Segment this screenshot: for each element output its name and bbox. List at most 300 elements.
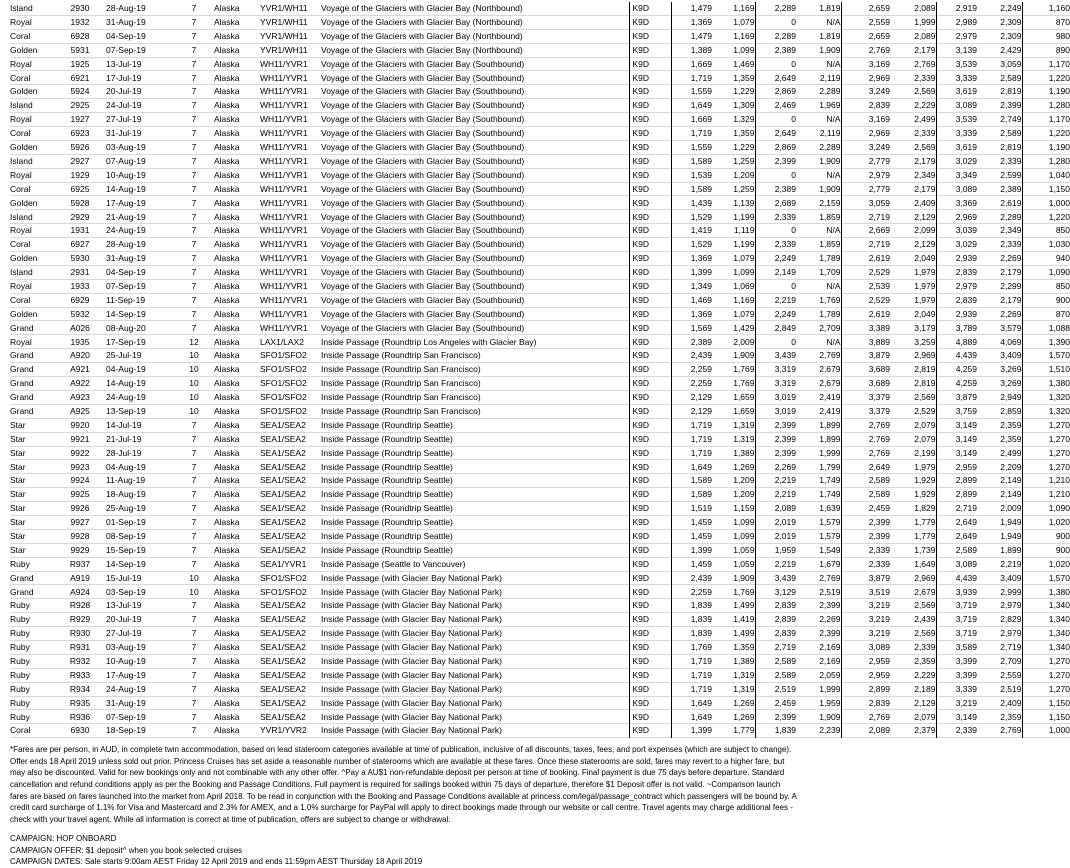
cell-fare-6: 2,179: [914, 183, 936, 194]
cell-ship: Star: [10, 503, 26, 514]
cell-fare-3: 2,399: [755, 418, 796, 432]
cell-itinerary: Inside Passage (Roundtrip San Francisco): [321, 350, 481, 361]
cell-fare-5: 2,769: [841, 43, 890, 57]
cell-fare-6: 1,929: [914, 489, 936, 500]
cell-ports: SEA1/SEA2: [260, 628, 306, 639]
cell-ship: Grand: [10, 572, 34, 583]
cell-fare-7: 3,339: [936, 682, 977, 696]
cell-ship: Coral: [10, 294, 31, 305]
cell-category: K9D: [629, 293, 671, 307]
cell-fare-3: 2,519: [755, 682, 796, 696]
cell-fare-7: 2,839: [936, 265, 977, 279]
cell-ship: Island: [10, 267, 33, 278]
cell-fare-5: 3,219: [841, 599, 890, 613]
cell-itinerary: Voyage of the Glaciers with Glacier Bay (Southbound): [321, 114, 525, 125]
cell-region: Alaska: [214, 114, 240, 125]
cell-fare-7: 2,939: [936, 252, 977, 266]
cell-fare-3: 2,589: [755, 654, 796, 668]
cell-fare-4: 1,899: [819, 433, 841, 444]
cell-fare-5: 3,379: [841, 390, 890, 404]
cell-fare-1: 1,369: [671, 307, 712, 321]
cell-ports: SFO1/SFO2: [260, 405, 307, 416]
cell-region: Alaska: [214, 461, 240, 472]
cell-ship: Royal: [10, 336, 32, 347]
cell-departure-date: 28-Jul-19: [106, 447, 142, 458]
cell-fare-5: 2,619: [841, 252, 890, 266]
cell-ports: SEA1/SEA2: [260, 461, 306, 472]
cell-fare-1: 1,459: [671, 557, 712, 571]
cell-fare-7: 4,439: [936, 349, 977, 363]
cell-category: K9D: [629, 279, 671, 293]
cell-fare-3: 2,219: [755, 488, 796, 502]
cell-itinerary: Inside Passage (with Glacier Bay National Park): [321, 669, 502, 680]
cell-nights: 10: [189, 392, 199, 403]
cell-saving: 1,270: [1022, 654, 1070, 668]
cell-region: Alaska: [214, 211, 240, 222]
cell-fare-5: 2,649: [841, 460, 890, 474]
cell-departure-date: 17-Jul-19: [106, 72, 142, 83]
cell-ports: WH11/YVR1: [260, 86, 308, 97]
cell-saving: 1,150: [1022, 710, 1070, 724]
table-row: [10, 682, 1070, 696]
cell-category: K9D: [629, 196, 671, 210]
cell-region: Alaska: [214, 544, 240, 555]
cell-fare-3: 0: [755, 335, 796, 349]
cell-fare-1: 1,719: [671, 654, 712, 668]
cell-itinerary: Inside Passage (Roundtrip Seattle): [321, 433, 453, 444]
cell-departure-date: 31-Jul-19: [106, 128, 142, 139]
cell-ports: WH11/YVR1: [260, 280, 308, 291]
cell-ports: SEA1/SEA2: [260, 530, 306, 541]
cell-voyage-code: 9923: [70, 461, 90, 472]
cell-fare-7: 3,399: [936, 654, 977, 668]
cell-fare-4: 1,639: [819, 503, 841, 514]
cell-departure-date: 20-Jul-19: [106, 86, 142, 97]
cell-itinerary: Inside Passage (with Glacier Bay National Park): [321, 656, 502, 666]
cell-fare-4: 1,709: [819, 267, 841, 278]
cell-fare-3: 2,089: [755, 502, 796, 516]
cell-fare-6: 1,979: [914, 461, 936, 472]
cell-fare-8: 2,589: [1000, 72, 1022, 83]
cell-ship: Star: [10, 419, 26, 430]
cell-fare-1: 1,839: [671, 599, 712, 613]
table-row: [10, 252, 1070, 266]
cell-region: Alaska: [214, 364, 240, 375]
cell-ship: Star: [10, 461, 26, 472]
cell-fare-5: 2,979: [841, 168, 890, 182]
cell-saving: 1,000: [1022, 724, 1070, 738]
cell-fare-7: 2,719: [936, 502, 977, 516]
cell-ports: SEA1/SEA2: [260, 711, 306, 722]
cell-fare-3: 3,319: [755, 377, 796, 391]
cell-departure-date: 24-Jul-19: [106, 100, 142, 111]
cell-region: Alaska: [214, 44, 240, 55]
cell-fare-1: 1,349: [671, 279, 712, 293]
cell-nights: 7: [191, 44, 197, 55]
cell-fare-2: 1,319: [733, 683, 755, 694]
cell-departure-date: 14-Jul-19: [106, 419, 142, 430]
cell-fare-2: 1,079: [733, 253, 755, 264]
cell-fare-7: 3,719: [936, 627, 977, 641]
cell-itinerary: Voyage of the Glaciers with Glacier Bay (Southbound): [321, 142, 525, 153]
cell-ship: Coral: [10, 725, 31, 736]
cell-fare-7: 2,979: [936, 279, 977, 293]
cell-category: K9D: [629, 307, 671, 321]
table-row: [10, 613, 1070, 627]
cell-fare-3: 2,469: [755, 99, 796, 113]
cell-fare-3: 3,019: [755, 404, 796, 418]
cell-fare-3: 0: [755, 57, 796, 71]
cell-fare-5: 2,969: [841, 127, 890, 141]
cell-saving: 1,170: [1022, 57, 1070, 71]
cell-departure-date: 21-Aug-19: [106, 211, 146, 222]
cell-category: K9D: [629, 474, 671, 488]
cell-fare-4: 1,969: [819, 100, 841, 111]
table-row: [10, 696, 1070, 710]
cell-ports: SEA1/SEA2: [260, 517, 306, 528]
cell-region: Alaska: [214, 503, 240, 514]
cell-saving: 1,320: [1022, 404, 1070, 418]
cell-fare-8: 2,429: [1000, 44, 1022, 55]
cell-category: K9D: [629, 668, 671, 682]
cell-fare-3: 2,019: [755, 515, 796, 529]
cell-ports: WH11/YVR1: [260, 100, 308, 111]
cell-region: Alaska: [214, 419, 240, 430]
cell-fare-6: 1,779: [914, 530, 936, 541]
cell-ship: Royal: [10, 114, 32, 125]
cell-departure-date: 25-Jul-19: [106, 350, 142, 361]
cell-itinerary: Voyage of the Glaciers with Glacier Bay (Southbound): [321, 322, 525, 333]
cell-fare-4: 1,579: [819, 530, 841, 541]
cell-voyage-code: 9929: [70, 544, 90, 555]
cell-departure-date: 04-Aug-19: [106, 364, 146, 375]
cell-fare-3: 2,219: [755, 474, 796, 488]
cell-fare-1: 1,649: [671, 460, 712, 474]
cell-category: K9D: [629, 585, 671, 599]
cell-fare-6: 1,649: [914, 558, 936, 569]
cell-fare-7: 3,759: [936, 404, 977, 418]
cell-itinerary: Voyage of the Glaciers with Glacier Bay (Northbound): [321, 3, 523, 14]
cell-category: K9D: [629, 529, 671, 543]
table-row: [10, 390, 1070, 404]
cell-fare-1: 2,129: [671, 404, 712, 418]
cell-fare-4: 2,419: [819, 392, 841, 403]
cell-voyage-code: R937: [69, 558, 91, 569]
cell-fare-1: 1,479: [671, 2, 712, 15]
cell-category: K9D: [629, 265, 671, 279]
cell-fare-5: 3,879: [841, 349, 890, 363]
cell-fare-6: 2,819: [914, 378, 936, 389]
cell-fare-1: 1,589: [671, 488, 712, 502]
cell-region: Alaska: [214, 225, 240, 236]
cell-fare-8: 2,719: [1000, 642, 1022, 653]
cell-ports: SFO1/SFO2: [260, 378, 307, 389]
cell-fare-8: 2,519: [1000, 683, 1022, 694]
cell-fare-8: 2,819: [1000, 86, 1022, 97]
cell-fare-3: 2,399: [755, 432, 796, 446]
cell-voyage-code: 9926: [70, 503, 90, 514]
cell-nights: 7: [191, 239, 197, 250]
cell-fare-1: 1,719: [671, 682, 712, 696]
cell-fare-5: 2,399: [841, 529, 890, 543]
cell-nights: 7: [191, 183, 197, 194]
cell-fare-3: 2,649: [755, 71, 796, 85]
cell-fare-1: 1,589: [671, 474, 712, 488]
cell-region: Alaska: [214, 30, 240, 41]
table-row: [10, 182, 1070, 196]
cell-fare-6: 2,499: [914, 114, 936, 125]
cell-fare-3: 2,849: [755, 321, 796, 335]
cell-fare-3: 2,689: [755, 196, 796, 210]
cell-ports: SEA1/SEA2: [260, 447, 306, 458]
cell-nights: 7: [191, 697, 197, 708]
cell-category: K9D: [629, 99, 671, 113]
cell-fare-2: 1,119: [733, 225, 755, 236]
cell-voyage-code: A919: [70, 572, 90, 583]
cell-ship: Grand: [10, 322, 34, 333]
cell-voyage-code: A026: [70, 322, 90, 333]
table-row: [10, 29, 1070, 43]
cell-itinerary: Inside Passage (Roundtrip Seattle): [321, 419, 453, 430]
campaign-name: CAMPAIGN: HOP ONBOARD: [10, 834, 117, 844]
cell-fare-7: 2,919: [936, 2, 977, 15]
cell-fare-5: 3,249: [841, 85, 890, 99]
cell-itinerary: Voyage of the Glaciers with Glacier Bay (Southbound): [321, 280, 525, 291]
cell-fare-1: 2,259: [671, 377, 712, 391]
cell-region: Alaska: [214, 517, 240, 528]
cell-fare-2: 1,059: [733, 558, 755, 569]
cell-fare-2: 1,259: [733, 155, 755, 166]
cell-voyage-code: 2925: [70, 100, 90, 111]
cell-nights: 10: [189, 572, 199, 583]
cell-ports: SEA1/SEA2: [260, 669, 306, 680]
cell-fare-2: 1,099: [733, 517, 755, 528]
cell-fare-3: 2,339: [755, 210, 796, 224]
cell-fare-8: 3,269: [1000, 378, 1022, 389]
cell-departure-date: 28-Aug-19: [106, 3, 146, 14]
cell-region: Alaska: [214, 392, 240, 403]
cell-fare-6: 1,979: [914, 294, 936, 305]
cell-voyage-code: A922: [70, 378, 90, 389]
cell-fare-2: 1,359: [733, 642, 755, 653]
cell-fare-8: 2,599: [1000, 169, 1022, 180]
cell-fare-5: 3,519: [841, 585, 890, 599]
cell-fare-2: 1,079: [733, 17, 755, 28]
cell-saving: 1,570: [1022, 349, 1070, 363]
table-row: [10, 57, 1070, 71]
cell-ship: Royal: [10, 280, 32, 291]
cell-ports: WH11/YVR1: [260, 267, 308, 278]
cell-nights: 7: [191, 725, 197, 736]
cell-ports: WH11/YVR1: [260, 239, 308, 250]
cell-nights: 7: [191, 267, 197, 278]
cell-fare-1: 1,649: [671, 710, 712, 724]
cell-voyage-code: R934: [69, 683, 91, 694]
cell-fare-2: 1,319: [733, 669, 755, 680]
cell-fare-4: 1,999: [819, 683, 841, 694]
cell-nights: 12: [189, 336, 199, 347]
cell-departure-date: 17-Aug-19: [106, 197, 146, 208]
cell-region: Alaska: [214, 405, 240, 416]
cell-ports: SEA1/SEA2: [260, 475, 306, 486]
cell-fare-2: 1,159: [733, 503, 755, 514]
cell-fare-4: N/A: [826, 225, 841, 236]
cell-fare-1: 1,649: [671, 696, 712, 710]
cell-fare-3: 0: [755, 15, 796, 29]
cell-departure-date: 21-Jul-19: [106, 433, 142, 444]
cell-itinerary: Inside Passage (Roundtrip Seattle): [321, 530, 453, 541]
cell-departure-date: 31-Aug-19: [106, 17, 146, 28]
cell-fare-7: 2,969: [936, 210, 977, 224]
cell-voyage-code: 1932: [70, 17, 90, 28]
cell-category: K9D: [629, 71, 671, 85]
cell-category: K9D: [629, 724, 671, 738]
cell-saving: 1,210: [1022, 488, 1070, 502]
cell-saving: 1,270: [1022, 432, 1070, 446]
cell-fare-7: 2,939: [936, 307, 977, 321]
cell-departure-date: 24-Aug-19: [106, 392, 146, 403]
cell-fare-1: 1,539: [671, 168, 712, 182]
cell-nights: 7: [191, 669, 197, 680]
cell-saving: 1,020: [1022, 515, 1070, 529]
cell-nights: 7: [191, 433, 197, 444]
cell-fare-6: 2,349: [914, 169, 936, 180]
cell-ship: Ruby: [10, 642, 30, 653]
cell-fare-7: 3,219: [936, 696, 977, 710]
cell-fare-8: 2,269: [1000, 308, 1022, 319]
cell-fare-4: 1,859: [819, 211, 841, 222]
table-row: [10, 71, 1070, 85]
table-row: [10, 640, 1070, 654]
cell-fare-2: 1,659: [733, 392, 755, 403]
cell-fare-8: 2,149: [1000, 475, 1022, 486]
cell-fare-4: 2,399: [819, 628, 841, 639]
cell-fare-3: 2,399: [755, 710, 796, 724]
cell-fare-6: 2,179: [914, 155, 936, 166]
cell-itinerary: Voyage of the Glaciers with Glacier Bay (Southbound): [321, 169, 525, 180]
cell-departure-date: 03-Aug-19: [106, 642, 146, 653]
cell-ship: Grand: [10, 405, 34, 416]
cell-fare-4: 2,399: [819, 600, 841, 611]
cell-ports: YVR1/YVR2: [260, 725, 307, 736]
cell-fare-4: 2,519: [819, 586, 841, 597]
cell-saving: 980: [1022, 29, 1070, 43]
cell-nights: 7: [191, 656, 197, 666]
cell-fare-3: 2,219: [755, 557, 796, 571]
cell-ports: WH11/YVR1: [260, 72, 308, 83]
cell-ports: WH11/YVR1: [260, 253, 308, 264]
cell-fare-5: 3,219: [841, 613, 890, 627]
cell-voyage-code: 9922: [70, 447, 90, 458]
cell-departure-date: 08-Aug-20: [106, 322, 146, 333]
cell-fare-3: 2,719: [755, 640, 796, 654]
cell-ship: Ruby: [10, 683, 30, 694]
cell-region: Alaska: [214, 475, 240, 486]
table-row: [10, 488, 1070, 502]
cell-ports: WH11/YVR1: [260, 225, 308, 236]
cell-fare-2: 1,069: [733, 280, 755, 291]
cell-fare-2: 1,499: [733, 600, 755, 611]
cell-nights: 10: [189, 350, 199, 361]
cell-itinerary: Inside Passage (Roundtrip Seattle): [321, 503, 453, 514]
cell-fare-7: 3,399: [936, 668, 977, 682]
cell-itinerary: Inside Passage (Roundtrip San Francisco): [321, 405, 481, 416]
cell-fare-6: 1,929: [914, 475, 936, 486]
cell-fare-6: 2,969: [914, 350, 936, 361]
cell-region: Alaska: [214, 322, 240, 333]
cell-ship: Royal: [10, 169, 32, 180]
cell-fare-6: 1,829: [914, 503, 936, 514]
cell-fare-8: 2,769: [1000, 725, 1022, 736]
cell-fare-6: 2,679: [914, 586, 936, 597]
cell-departure-date: 15-Sep-19: [106, 544, 146, 555]
cell-category: K9D: [629, 613, 671, 627]
cell-region: Alaska: [214, 183, 240, 194]
cell-fare-3: 0: [755, 168, 796, 182]
fares-document: [10, 0, 1070, 868]
cell-saving: 1,270: [1022, 460, 1070, 474]
cell-itinerary: Inside Passage (Roundtrip San Francisco): [321, 364, 481, 375]
cell-ship: Coral: [10, 72, 31, 83]
cell-ship: Ruby: [10, 558, 30, 569]
cell-voyage-code: R930: [69, 628, 91, 639]
cell-departure-date: 31-Aug-19: [106, 697, 146, 708]
cell-fare-8: 2,859: [1000, 405, 1022, 416]
cell-ship: Ruby: [10, 600, 30, 611]
cell-fare-8: 3,579: [1000, 322, 1022, 333]
cell-fare-8: 2,179: [1000, 267, 1022, 278]
cell-category: K9D: [629, 252, 671, 266]
cell-fare-6: 2,129: [914, 211, 936, 222]
cell-category: K9D: [629, 210, 671, 224]
cell-region: Alaska: [214, 683, 240, 694]
cell-voyage-code: 6921: [70, 72, 90, 83]
cell-fare-6: 3,259: [914, 336, 936, 347]
cell-fare-8: 2,619: [1000, 197, 1022, 208]
cell-fare-7: 2,899: [936, 488, 977, 502]
cell-region: Alaska: [214, 280, 240, 291]
cell-region: Alaska: [214, 697, 240, 708]
fares-table-body: [10, 2, 1070, 738]
cell-region: Alaska: [214, 58, 240, 69]
cell-region: Alaska: [214, 3, 240, 14]
cell-nights: 7: [191, 3, 197, 14]
cell-category: K9D: [629, 224, 671, 238]
cell-ports: SEA1/SEA2: [260, 419, 306, 430]
cell-ship: Island: [10, 211, 33, 222]
cell-nights: 7: [191, 72, 197, 83]
cell-departure-date: 07-Aug-19: [106, 155, 146, 166]
cell-ports: WH11/YVR1: [260, 128, 308, 139]
cell-voyage-code: 6923: [70, 128, 90, 139]
table-row: [10, 168, 1070, 182]
cell-region: Alaska: [214, 253, 240, 264]
cell-fare-5: 2,399: [841, 515, 890, 529]
cell-fare-7: 2,959: [936, 460, 977, 474]
cell-nights: 7: [191, 197, 197, 208]
cell-category: K9D: [629, 460, 671, 474]
cell-ports: SEA1/SEA2: [260, 600, 306, 611]
cell-fare-8: 3,409: [1000, 350, 1022, 361]
cell-ship: Star: [10, 530, 26, 541]
cell-voyage-code: R931: [69, 642, 91, 653]
cell-saving: 1,220: [1022, 210, 1070, 224]
cell-region: Alaska: [214, 169, 240, 180]
cell-ship: Grand: [10, 586, 34, 597]
table-row: [10, 265, 1070, 279]
cell-fare-6: 2,569: [914, 142, 936, 153]
cell-ports: SEA1/SEA2: [260, 656, 306, 666]
